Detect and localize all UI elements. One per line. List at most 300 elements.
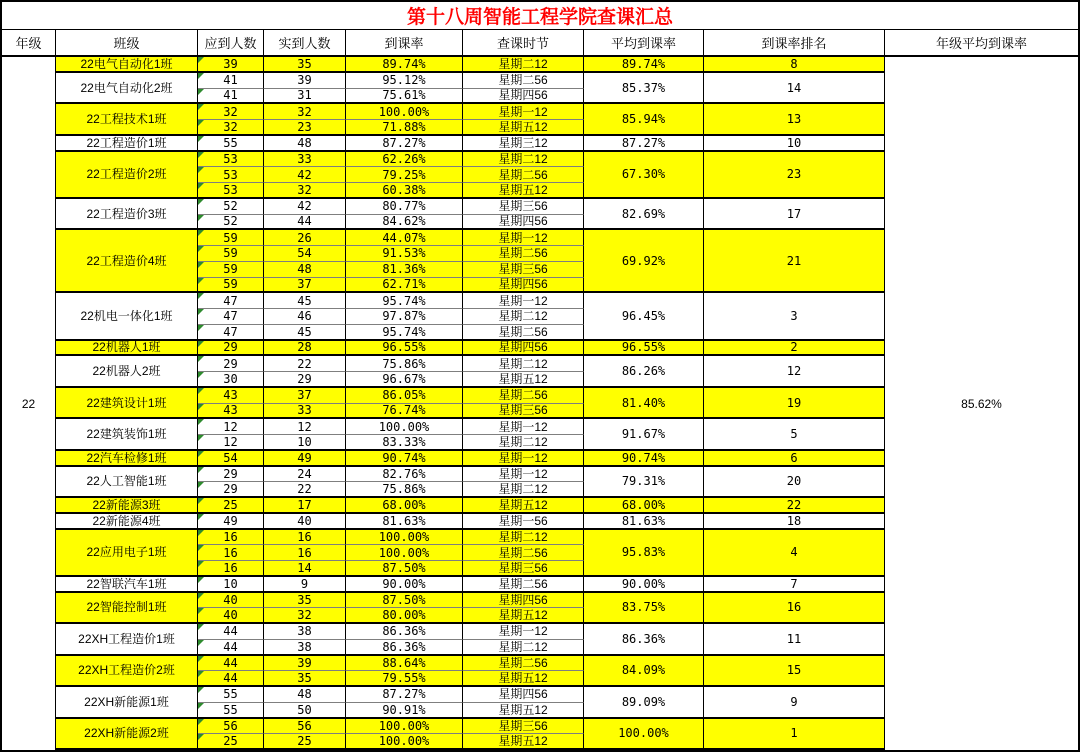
actual-count-cell: 50	[264, 703, 346, 719]
actual-count-cell: 23	[264, 120, 346, 136]
expected-count-cell: 44	[198, 671, 264, 687]
actual-count-cell: 33	[264, 404, 346, 420]
attendance-rate-cell: 86.36%	[346, 624, 463, 640]
average-rate-cell: 86.36%	[584, 624, 704, 656]
class-name-cell: 22机电一体化1班	[56, 293, 198, 340]
check-session-cell: 星期五12	[463, 608, 584, 624]
excel-error-marker-icon	[198, 467, 204, 473]
average-rate-cell: 83.75%	[584, 593, 704, 625]
excel-error-marker-icon	[198, 278, 204, 284]
attendance-rate-cell: 79.55%	[346, 671, 463, 687]
check-session-cell: 星期二12	[463, 435, 584, 451]
excel-error-marker-icon	[198, 656, 204, 662]
check-session-cell: 星期二56	[463, 545, 584, 561]
attendance-rate-cell: 90.91%	[346, 703, 463, 719]
check-session-cell: 星期五12	[463, 671, 584, 687]
class-name-cell: 22新能源4班	[56, 514, 198, 530]
attendance-rate-cell: 95.74%	[346, 325, 463, 341]
expected-count-cell: 47	[198, 325, 264, 341]
actual-count-cell: 14	[264, 561, 346, 577]
excel-error-marker-icon	[198, 498, 204, 504]
check-session-cell: 星期四56	[463, 687, 584, 703]
attendance-rate-cell: 75.86%	[346, 356, 463, 372]
excel-error-marker-icon	[198, 593, 204, 599]
attendance-rate-cell: 87.50%	[346, 561, 463, 577]
check-session-cell: 星期三56	[463, 719, 584, 735]
expected-count-cell: 29	[198, 482, 264, 498]
rank-cell: 2	[704, 341, 885, 357]
excel-error-marker-icon	[198, 687, 204, 693]
expected-count-cell: 32	[198, 120, 264, 136]
average-rate-cell: 67.30%	[584, 152, 704, 199]
actual-count-cell: 45	[264, 293, 346, 309]
rank-cell: 4	[704, 530, 885, 577]
average-rate-cell: 90.74%	[584, 451, 704, 467]
attendance-rate-cell: 100.00%	[346, 719, 463, 735]
class-name-cell: 22应用电子1班	[56, 530, 198, 577]
excel-error-marker-icon	[198, 199, 204, 205]
expected-count-cell: 59	[198, 278, 264, 294]
expected-count-cell: 29	[198, 467, 264, 483]
rank-cell: 5	[704, 419, 885, 451]
expected-count-cell: 43	[198, 388, 264, 404]
attendance-rate-cell: 87.50%	[346, 593, 463, 609]
expected-count-cell: 53	[198, 167, 264, 183]
attendance-rate-cell: 84.62%	[346, 215, 463, 231]
average-rate-cell: 89.74%	[584, 57, 704, 73]
check-session-cell: 星期一12	[463, 293, 584, 309]
rank-cell: 9	[704, 687, 885, 719]
excel-error-marker-icon	[198, 341, 204, 347]
actual-count-cell: 38	[264, 624, 346, 640]
attendance-rate-cell: 100.00%	[346, 545, 463, 561]
actual-count-cell: 37	[264, 388, 346, 404]
check-session-cell: 星期二56	[463, 577, 584, 593]
class-name-cell: 22工程造价3班	[56, 199, 198, 231]
actual-count-cell: 22	[264, 482, 346, 498]
class-name-cell: 22电气自动化2班	[56, 73, 198, 105]
rank-cell: 21	[704, 230, 885, 293]
expected-count-cell: 53	[198, 183, 264, 199]
excel-error-marker-icon	[198, 356, 204, 362]
actual-count-cell: 16	[264, 545, 346, 561]
attendance-rate-cell: 87.27%	[346, 687, 463, 703]
excel-error-marker-icon	[198, 215, 204, 221]
actual-count-cell: 44	[264, 215, 346, 231]
actual-count-cell: 12	[264, 419, 346, 435]
expected-count-cell: 52	[198, 199, 264, 215]
grade-cell: 22	[2, 57, 56, 750]
excel-error-marker-icon	[198, 89, 204, 95]
average-rate-cell: 87.27%	[584, 136, 704, 152]
table-body	[2, 57, 1078, 750]
attendance-rate-cell: 82.76%	[346, 467, 463, 483]
excel-error-marker-icon	[198, 482, 204, 488]
actual-count-cell: 49	[264, 451, 346, 467]
actual-count-cell: 48	[264, 687, 346, 703]
actual-count-cell: 42	[264, 167, 346, 183]
expected-count-cell: 29	[198, 356, 264, 372]
rank-cell: 6	[704, 451, 885, 467]
rank-cell: 18	[704, 514, 885, 530]
excel-error-marker-icon	[198, 73, 204, 79]
excel-error-marker-icon	[198, 246, 204, 252]
check-session-cell: 星期一12	[463, 451, 584, 467]
attendance-rate-cell: 79.25%	[346, 167, 463, 183]
attendance-rate-cell: 95.12%	[346, 73, 463, 89]
attendance-rate-cell: 96.55%	[346, 341, 463, 357]
check-session-cell: 星期二56	[463, 656, 584, 672]
actual-count-cell: 32	[264, 183, 346, 199]
attendance-rate-cell: 80.00%	[346, 608, 463, 624]
check-session-cell: 星期五12	[463, 498, 584, 514]
attendance-rate-cell: 97.87%	[346, 309, 463, 325]
check-session-cell: 星期一12	[463, 467, 584, 483]
class-name-cell: 22建筑设计1班	[56, 388, 198, 420]
check-session-cell: 星期一12	[463, 230, 584, 246]
excel-error-marker-icon	[198, 183, 204, 189]
actual-count-cell: 17	[264, 498, 346, 514]
check-session-cell: 星期四56	[463, 215, 584, 231]
average-rate-cell: 81.63%	[584, 514, 704, 530]
expected-count-cell: 41	[198, 89, 264, 105]
check-session-cell: 星期五12	[463, 183, 584, 199]
attendance-rate-cell: 76.74%	[346, 404, 463, 420]
rank-cell: 15	[704, 656, 885, 688]
header-average-rate: 平均到课率	[584, 30, 704, 55]
header-grade-average: 年级平均到课率	[935, 36, 1027, 51]
expected-count-cell: 40	[198, 608, 264, 624]
check-session-cell: 星期四56	[463, 89, 584, 105]
class-name-cell: 22机器人1班	[56, 341, 198, 357]
attendance-rate-cell: 68.00%	[346, 498, 463, 514]
actual-count-cell: 46	[264, 309, 346, 325]
actual-count-cell: 45	[264, 325, 346, 341]
check-session-cell: 星期三56	[463, 404, 584, 420]
grade-average-cell: 85.62%	[885, 57, 1078, 750]
excel-error-marker-icon	[198, 435, 204, 441]
check-session-cell: 星期四56	[463, 278, 584, 294]
check-session-cell: 星期二56	[463, 388, 584, 404]
check-session-cell: 星期三56	[463, 199, 584, 215]
actual-count-cell: 48	[264, 262, 346, 278]
attendance-rate-cell: 90.74%	[346, 451, 463, 467]
attendance-rate-cell: 81.36%	[346, 262, 463, 278]
check-session-cell: 星期一56	[463, 514, 584, 530]
rank-cell: 19	[704, 388, 885, 420]
excel-error-marker-icon	[198, 530, 204, 536]
expected-count-cell: 47	[198, 293, 264, 309]
rank-cell: 1	[704, 719, 885, 751]
expected-count-cell: 59	[198, 262, 264, 278]
attendance-rate-cell: 95.74%	[346, 293, 463, 309]
attendance-rate-cell: 62.26%	[346, 152, 463, 168]
class-name-cell: 22工程造价4班	[56, 230, 198, 293]
rank-cell: 7	[704, 577, 885, 593]
average-rate-cell: 100.00%	[584, 719, 704, 751]
check-session-cell: 星期二12	[463, 640, 584, 656]
actual-count-cell: 37	[264, 278, 346, 294]
expected-count-cell: 53	[198, 152, 264, 168]
average-rate-cell: 68.00%	[584, 498, 704, 514]
class-name-cell: 22XH工程造价2班	[56, 656, 198, 688]
check-session-cell: 星期一12	[463, 104, 584, 120]
expected-count-cell: 41	[198, 73, 264, 89]
expected-count-cell: 32	[198, 104, 264, 120]
class-name-cell: 22人工智能1班	[56, 467, 198, 499]
actual-count-cell: 10	[264, 435, 346, 451]
check-session-cell: 星期五12	[463, 703, 584, 719]
actual-count-cell: 24	[264, 467, 346, 483]
rank-cell: 11	[704, 624, 885, 656]
excel-error-marker-icon	[198, 167, 204, 173]
excel-error-marker-icon	[198, 104, 204, 110]
check-session-cell: 星期二12	[463, 57, 584, 73]
excel-error-marker-icon	[198, 561, 204, 567]
average-rate-cell: 86.26%	[584, 356, 704, 388]
rank-cell: 12	[704, 356, 885, 388]
class-name-cell: 22XH新能源2班	[56, 719, 198, 751]
expected-count-cell: 56	[198, 719, 264, 735]
rank-cell: 13	[704, 104, 885, 136]
actual-count-cell: 16	[264, 530, 346, 546]
rank-cell: 8	[704, 57, 885, 73]
expected-count-cell: 30	[198, 372, 264, 388]
excel-error-marker-icon	[198, 451, 204, 457]
excel-error-marker-icon	[198, 624, 204, 630]
excel-error-marker-icon	[198, 545, 204, 551]
average-rate-cell: 81.40%	[584, 388, 704, 420]
attendance-rate-cell: 60.38%	[346, 183, 463, 199]
check-session-cell: 星期四56	[463, 341, 584, 357]
actual-count-cell: 26	[264, 230, 346, 246]
actual-count-cell: 32	[264, 104, 346, 120]
excel-error-marker-icon	[198, 734, 204, 740]
expected-count-cell: 10	[198, 577, 264, 593]
attendance-rate-cell: 91.53%	[346, 246, 463, 262]
class-name-cell: 22电气自动化1班	[56, 57, 198, 73]
attendance-rate-cell: 100.00%	[346, 734, 463, 750]
attendance-rate-cell: 86.05%	[346, 388, 463, 404]
class-name-cell: 22建筑装饰1班	[56, 419, 198, 451]
check-session-cell: 星期二12	[463, 356, 584, 372]
check-session-cell: 星期二56	[463, 246, 584, 262]
actual-count-cell: 54	[264, 246, 346, 262]
excel-error-marker-icon	[198, 293, 204, 299]
attendance-rate-cell: 81.63%	[346, 514, 463, 530]
check-session-cell: 星期三12	[463, 136, 584, 152]
attendance-rate-cell: 100.00%	[346, 104, 463, 120]
check-session-cell: 星期二12	[463, 530, 584, 546]
check-session-cell: 星期二12	[463, 482, 584, 498]
class-name-cell: 22工程技术1班	[56, 104, 198, 136]
actual-count-cell: 22	[264, 356, 346, 372]
actual-count-cell: 48	[264, 136, 346, 152]
check-session-cell: 星期五12	[463, 120, 584, 136]
actual-count-cell: 56	[264, 719, 346, 735]
check-session-cell: 星期一12	[463, 624, 584, 640]
average-rate-cell: 79.31%	[584, 467, 704, 499]
class-name-cell: 22XH新能源1班	[56, 687, 198, 719]
average-rate-cell: 91.67%	[584, 419, 704, 451]
excel-error-marker-icon	[198, 136, 204, 142]
excel-error-marker-icon	[198, 577, 204, 583]
expected-count-cell: 16	[198, 530, 264, 546]
attendance-rate-cell: 83.33%	[346, 435, 463, 451]
rank-cell: 10	[704, 136, 885, 152]
rank-cell: 16	[704, 593, 885, 625]
excel-error-marker-icon	[198, 262, 204, 268]
rank-cell: 23	[704, 152, 885, 199]
class-name-cell: 22智联汽车1班	[56, 577, 198, 593]
expected-count-cell: 43	[198, 404, 264, 420]
check-session-cell: 星期五12	[463, 372, 584, 388]
excel-error-marker-icon	[198, 152, 204, 158]
expected-count-cell: 12	[198, 435, 264, 451]
expected-count-cell: 12	[198, 419, 264, 435]
expected-count-cell: 25	[198, 498, 264, 514]
attendance-rate-cell: 62.71%	[346, 278, 463, 294]
actual-count-cell: 42	[264, 199, 346, 215]
table-header-row	[2, 30, 1078, 57]
actual-count-cell: 40	[264, 514, 346, 530]
attendance-rate-cell: 80.77%	[346, 199, 463, 215]
attendance-rate-cell: 100.00%	[346, 530, 463, 546]
header-grade: 年级	[2, 30, 56, 55]
excel-error-marker-icon	[198, 640, 204, 646]
attendance-rate-cell: 96.67%	[346, 372, 463, 388]
header-attendance-rate: 到课率	[346, 30, 463, 55]
average-rate-cell: 96.45%	[584, 293, 704, 340]
excel-error-marker-icon	[198, 608, 204, 614]
excel-error-marker-icon	[198, 325, 204, 331]
header-class: 班级	[56, 30, 198, 55]
expected-count-cell: 16	[198, 561, 264, 577]
attendance-rate-cell: 90.00%	[346, 577, 463, 593]
expected-count-cell: 47	[198, 309, 264, 325]
average-rate-cell: 85.37%	[584, 73, 704, 105]
expected-count-cell: 55	[198, 703, 264, 719]
actual-count-cell: 9	[264, 577, 346, 593]
average-rate-cell: 85.94%	[584, 104, 704, 136]
excel-error-marker-icon	[198, 419, 204, 425]
expected-count-cell: 29	[198, 341, 264, 357]
average-rate-cell: 69.92%	[584, 230, 704, 293]
check-session-cell: 星期二56	[463, 167, 584, 183]
excel-error-marker-icon	[198, 309, 204, 315]
check-session-cell: 星期二12	[463, 152, 584, 168]
class-name-cell: 22智能控制1班	[56, 593, 198, 625]
attendance-rate-cell: 44.07%	[346, 230, 463, 246]
class-name-cell: 22工程造价2班	[56, 152, 198, 199]
expected-count-cell: 55	[198, 136, 264, 152]
actual-count-cell: 35	[264, 593, 346, 609]
average-rate-cell: 95.83%	[584, 530, 704, 577]
expected-count-cell: 40	[198, 593, 264, 609]
expected-count-cell: 44	[198, 656, 264, 672]
header-check-session: 查课时节	[463, 30, 584, 55]
check-session-cell: 星期一12	[463, 419, 584, 435]
attendance-rate-cell: 89.74%	[346, 57, 463, 73]
expected-count-cell: 52	[198, 215, 264, 231]
excel-error-marker-icon	[198, 514, 204, 520]
actual-count-cell: 38	[264, 640, 346, 656]
report-title-text: 第十八周智能工程学院查课汇总	[406, 7, 673, 28]
rank-cell: 17	[704, 199, 885, 231]
class-name-cell: 22机器人2班	[56, 356, 198, 388]
report-title	[2, 2, 1078, 30]
check-session-cell: 星期三56	[463, 262, 584, 278]
class-name-cell: 22汽车检修1班	[56, 451, 198, 467]
class-name-cell: 22XH工程造价1班	[56, 624, 198, 656]
actual-count-cell: 29	[264, 372, 346, 388]
average-rate-cell: 90.00%	[584, 577, 704, 593]
expected-count-cell: 25	[198, 734, 264, 750]
actual-count-cell: 25	[264, 734, 346, 750]
excel-error-marker-icon	[198, 671, 204, 677]
actual-count-cell: 33	[264, 152, 346, 168]
check-session-cell: 星期三56	[463, 561, 584, 577]
attendance-rate-cell: 86.36%	[346, 640, 463, 656]
actual-count-cell: 39	[264, 73, 346, 89]
expected-count-cell: 54	[198, 451, 264, 467]
excel-error-marker-icon	[198, 372, 204, 378]
average-rate-cell: 82.69%	[584, 199, 704, 231]
excel-error-marker-icon	[198, 719, 204, 725]
actual-count-cell: 39	[264, 656, 346, 672]
actual-count-cell: 35	[264, 57, 346, 73]
actual-count-cell: 31	[264, 89, 346, 105]
attendance-rate-cell: 88.64%	[346, 656, 463, 672]
excel-error-marker-icon	[198, 57, 204, 63]
rank-cell: 22	[704, 498, 885, 514]
attendance-rate-cell: 87.27%	[346, 136, 463, 152]
excel-error-marker-icon	[198, 120, 204, 126]
rank-cell: 20	[704, 467, 885, 499]
excel-error-marker-icon	[198, 230, 204, 236]
expected-count-cell: 44	[198, 624, 264, 640]
attendance-rate-cell: 100.00%	[346, 419, 463, 435]
average-rate-cell: 96.55%	[584, 341, 704, 357]
header-rate-rank: 到课率排名	[704, 30, 885, 55]
class-name-cell: 22工程造价1班	[56, 136, 198, 152]
average-rate-cell: 84.09%	[584, 656, 704, 688]
check-session-cell: 星期二12	[463, 309, 584, 325]
average-rate-cell: 89.09%	[584, 687, 704, 719]
check-session-cell: 星期二56	[463, 325, 584, 341]
expected-count-cell: 39	[198, 57, 264, 73]
expected-count-cell: 16	[198, 545, 264, 561]
expected-count-cell: 49	[198, 514, 264, 530]
excel-error-marker-icon	[198, 703, 204, 709]
check-session-cell: 星期二56	[463, 73, 584, 89]
expected-count-cell: 59	[198, 230, 264, 246]
excel-error-marker-icon	[198, 388, 204, 394]
actual-count-cell: 35	[264, 671, 346, 687]
header-expected-count: 应到人数	[198, 30, 264, 55]
actual-count-cell: 32	[264, 608, 346, 624]
attendance-rate-cell: 71.88%	[346, 120, 463, 136]
check-session-cell: 星期五12	[463, 734, 584, 750]
expected-count-cell: 44	[198, 640, 264, 656]
expected-count-cell: 55	[198, 687, 264, 703]
check-session-cell: 星期四56	[463, 593, 584, 609]
actual-count-cell: 28	[264, 341, 346, 357]
attendance-rate-cell: 75.61%	[346, 89, 463, 105]
class-name-cell: 22新能源3班	[56, 498, 198, 514]
rank-cell: 14	[704, 73, 885, 105]
expected-count-cell: 59	[198, 246, 264, 262]
